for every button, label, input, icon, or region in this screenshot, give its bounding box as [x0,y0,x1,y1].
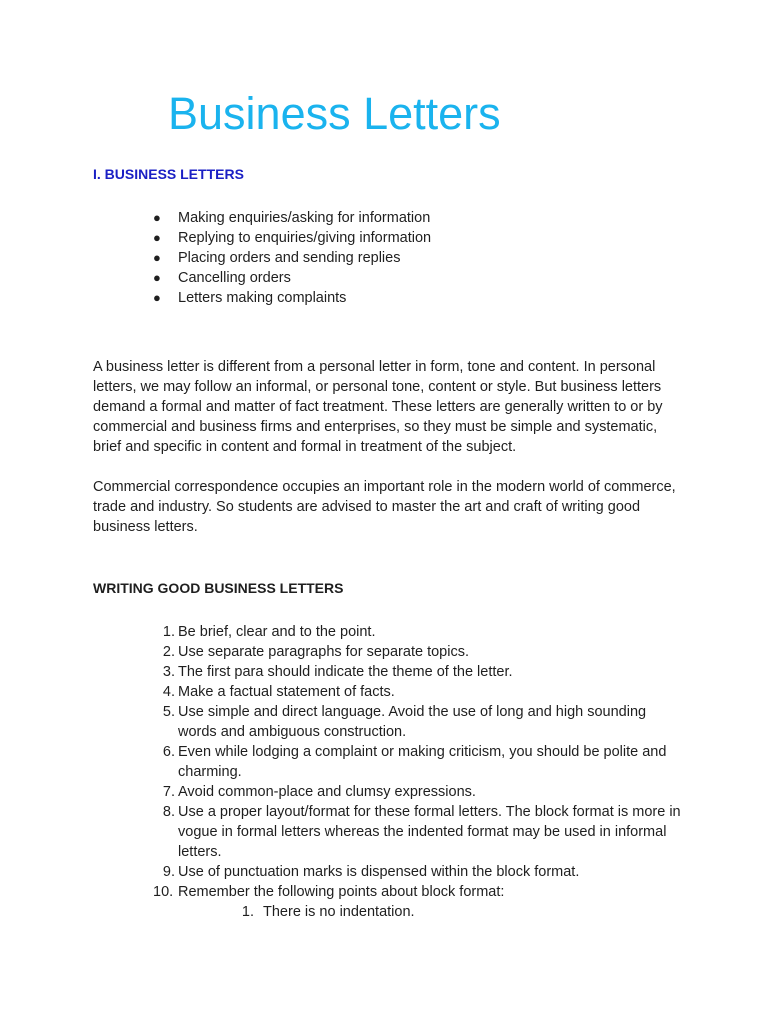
list-item [153,288,431,308]
list-item-text: There is no indentation. [263,904,415,920]
bullet-icon: ● [153,290,161,305]
list-item-text: Use of punctuation marks is dispensed within the block format. [178,864,580,880]
numbered-list [153,622,683,902]
section-heading: I. BUSINESS LETTERS [93,166,244,182]
list-item [153,642,683,662]
list-item-text: Even while lodging a complaint or making criticism, you should be polite and charming. [178,744,667,780]
list-item [153,662,683,682]
list-item-text: Placing orders and sending replies [178,250,401,266]
list-item-text: The first para should indicate the theme of the letter. [178,664,513,680]
list-item-text: Make a factual statement of facts. [178,684,395,700]
list-item [153,882,683,902]
bullet-list [153,208,431,308]
list-item [153,682,683,702]
document-title: Business Letters [168,88,501,139]
list-item-text: Making enquiries/asking for information [178,210,431,226]
list-number: 6. [162,744,175,760]
list-item-text: Avoid common-place and clumsy expressions. [178,784,476,800]
bullet-icon: ● [153,230,161,245]
list-item [153,228,431,248]
sub-heading: WRITING GOOD BUSINESS LETTERS [93,580,344,596]
bullet-icon: ● [153,270,161,285]
list-number: 7. [162,784,175,800]
bullet-icon: ● [153,210,161,225]
list-item-text: Use a proper layout/format for these formal letters. The block format is more in vogue in formal letters whereas the indented format may be used in informal letters. [178,804,681,860]
list-item-text: Be brief, clear and to the point. [178,624,376,640]
list-item [153,208,431,228]
body-paragraph: A business letter is different from a personal letter in form, tone and content. In personal letters, we may follow an informal, or personal tone, content or style. But business letters demand a formal and matter of fact treatment. These letters are generally written to or by commercial and business firms and enterprises, so they must be simple and systematic, brief and specific in content and formal in treatment of the subject. [93,359,663,455]
list-item-text: Cancelling orders [178,270,291,286]
list-number: 5. [162,704,175,720]
list-item [153,782,683,802]
bullet-icon: ● [153,250,161,265]
list-number: 8. [162,804,175,820]
list-item [238,902,415,922]
list-item [153,802,683,862]
list-number: 4. [162,684,175,700]
list-item [153,862,683,882]
list-item [153,742,683,782]
list-number: 1. [241,904,254,920]
list-item [153,702,683,742]
list-number: 9. [162,864,175,880]
body-paragraph: Commercial correspondence occupies an important role in the modern world of commerce, trade and industry. So students are advised to master the art and craft of writing good business letters. [93,479,676,535]
list-item-text: Use simple and direct language. Avoid the use of long and high sounding words and ambiguous construction. [178,704,647,740]
nested-numbered-list [238,902,415,922]
list-number: 2. [162,644,175,660]
list-number: 10. [153,884,174,900]
list-item [153,248,431,268]
list-item [153,622,683,642]
list-item [153,268,431,288]
list-item-text: Use separate paragraphs for separate topics. [178,644,469,660]
list-number: 1. [162,624,175,640]
list-number: 3. [162,664,175,680]
list-item-text: Remember the following points about block format: [178,884,505,900]
list-item-text: Letters making complaints [178,290,347,306]
list-item-text: Replying to enquiries/giving information [178,230,432,246]
